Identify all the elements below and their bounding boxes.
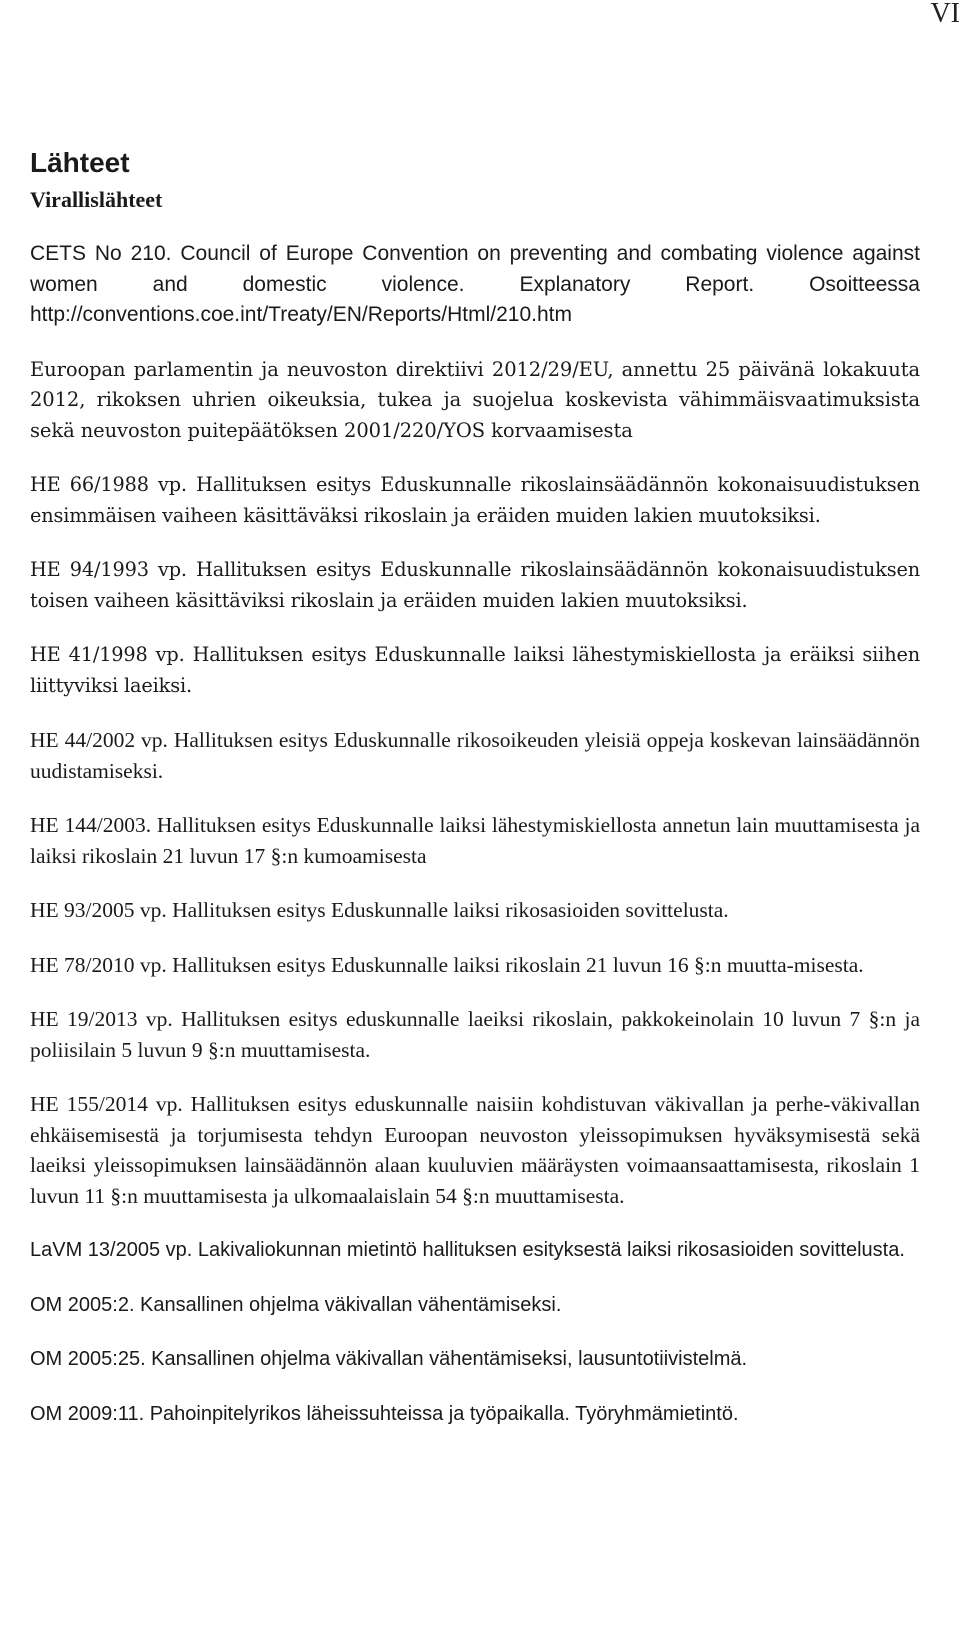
reference-entry: OM 2009:11. Pahoinpitelyrikos läheissuhteissa ja työpaikalla. Työryhmämietintö.: [30, 1402, 739, 1425]
reference-entry: LaVM 13/2005 vp. Lakivaliokunnan mietintö hallituksen esityksestä laiksi rikosasioiden sovittelusta.: [30, 1239, 905, 1261]
reference-entry: HE 44/2002 vp. Hallituksen esitys Eduskunnalle rikosoikeuden yleisiä oppeja koskevan lainsäädännön uudistamiseksi.: [30, 728, 920, 783]
reference-entry: HE 78/2010 vp. Hallituksen esitys Eduskunnalle laiksi rikoslain 21 luvun 16 §:n muutta-misesta.: [30, 952, 864, 977]
reference-entry: HE 94/1993 vp. Hallituksen esitys Eduskunnalle rikoslainsäädännön kokonaisuudistuksen toisen vaiheen käsittäviksi rikoslain ja eräiden muiden lakien muutoksiksi.: [30, 558, 920, 612]
page-number: VI: [930, 0, 960, 29]
reference-entry: HE 19/2013 vp. Hallituksen esitys eduskunnalle laeiksi rikoslain, pakkokeinolain 10 luvun 7 §:n ja poliisilain 5 luvun 9 §:n muuttamisesta.: [30, 1007, 920, 1062]
reference-entry: OM 2005:25. Kansallinen ohjelma väkivallan vähentämiseksi, lausuntotiivistelmä.: [30, 1348, 748, 1370]
reference-entry: HE 41/1998 vp. Hallituksen esitys Eduskunnalle laiksi lähestymiskiellosta ja eräiksi siihen liittyviksi laeiksi.: [30, 643, 920, 697]
reference-entry: HE 93/2005 vp. Hallituksen esitys Eduskunnalle laiksi rikosasioiden sovittelusta.: [30, 898, 729, 922]
reference-entry: HE 144/2003. Hallituksen esitys Eduskunnalle laiksi lähestymiskiellosta annetun lain muuttamisesta ja laiksi rikoslain 21 luvun 17 §:n kumoamisesta: [30, 813, 920, 868]
reference-entry: HE 66/1988 vp. Hallituksen esitys Eduskunnalle rikoslainsäädännön kokonaisuudistuksen ensimmäisen vaiheen käsittäväksi rikoslain ja eräiden muiden lakien muutoksiksi.: [30, 473, 920, 527]
reference-entry: Euroopan parlamentin ja neuvoston direktiivi 2012/29/EU, annettu 25 päivänä lokakuuta 2012, rikoksen uhrien oikeuksia, tukea ja suojelua koskevista vähimmäisvaatimuksista sekä neuvoston puitepäätöksen 2001/220/YOS korvaamisesta: [30, 357, 920, 442]
section-heading: Lähteet: [30, 147, 130, 178]
reference-entry: HE 155/2014 vp. Hallituksen esitys eduskunnalle naisiin kohdistuvan väkivallan ja perhe-väkivallan ehkäisemisestä ja torjumisesta tehdyn Euroopan neuvoston yleissopimuksen hyväksymisestä sekä laeiksi yleissopimuksen lainsäädännön alaan kuuluvien määräysten voimaansaattamisesta, rikoslain 1 luvun 11 §:n muuttamisesta ja ulkomaalaislain 54 §:n muuttamisesta.: [30, 1092, 920, 1208]
reference-entry: CETS No 210. Council of Europe Convention on preventing and combating violence against women and domestic violence. Explanatory Report. Osoitteessa http://conventions.coe.int/Treaty/EN/Reports/Html/210.htm: [30, 242, 920, 326]
reference-list: [30, 239, 920, 1429]
references-section: [30, 145, 920, 1453]
reference-entry: OM 2005:2. Kansallinen ohjelma väkivallan vähentämiseksi.: [30, 1293, 562, 1316]
section-subheading: Virallislähteet: [30, 187, 163, 212]
